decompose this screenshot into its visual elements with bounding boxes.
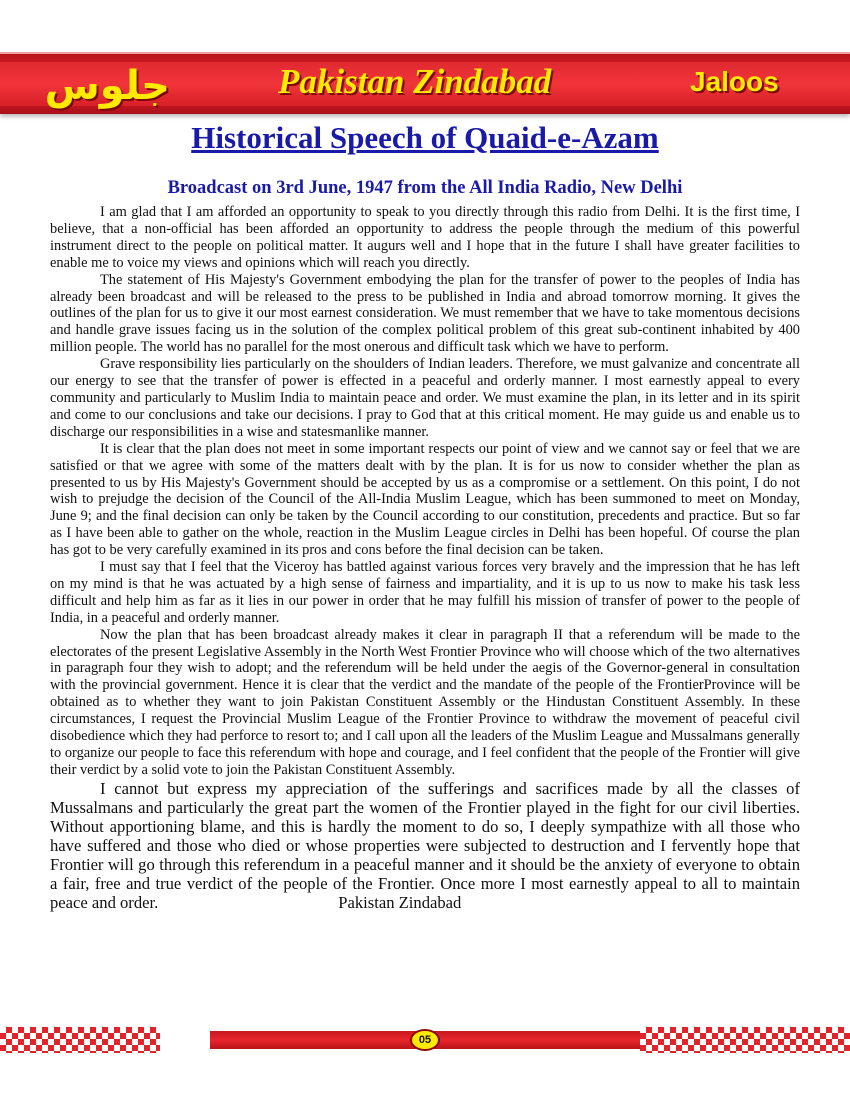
- paragraph: I must say that I feel that the Viceroy has battled against various forces very bravely and the impression that he has left on my mind is that he was actuated by a high sense of fairness and impartiality, and it is up to us now to make his task less difficult and help him as far as it lies in our power in order that he may fulfill his mission of transfer of power to the people of India, in a peaceful and orderly manner.: [50, 559, 800, 626]
- banner-title: Pakistan Zindabad: [278, 62, 552, 101]
- paragraph: It is clear that the plan does not meet in some important respects our point of view and we cannot say or feel that we are satisfied or that we agree with some of the matters dealt with by the plan. It is for us now to consider whether the plan as presented to us by His Majesty's Government should be accepted by us as a compromise or a settlement. On this point, I do not wish to prejudge the decision of the Council of the All-India Muslim League, which has been summoned to meet on Monday, June 9; and the final decision can only be taken by the Council according to our constitution, precedents and practice. But so far as I have been able to gather on the whole, reaction in the Muslim League circles in Delhi has been hopeful. Of course the plan has got to be very carefully examined in its pros and cons before the final decision can be taken.: [50, 440, 800, 559]
- publication-name: Jaloos: [690, 66, 779, 97]
- article-title: Historical Speech of Quaid-e-Azam: [191, 120, 659, 155]
- footer-checker-right: [640, 1027, 850, 1053]
- page-number: 05: [410, 1029, 440, 1051]
- signoff: Pakistan Zindabad: [338, 892, 462, 912]
- urdu-logo: جلوس: [44, 63, 170, 109]
- paragraph: The statement of His Majesty's Government embodying the plan for the transfer of power to the peoples of India has already been broadcast and will be released to the press to be published in India and abroad tomorrow morning. It gives the outlines of the plan for us to give it our most earnest consideration. We must remember that we have to take momentous decisions and handle grave issues facing us in the solution of the complex political problem of this great sub-continent inhabited by 400 million people. The world has no parallel for the most onerous and difficult task which we have to perform.: [50, 271, 800, 356]
- article-subtitle: Broadcast on 3rd June, 1947 from the All India Radio, New Delhi: [167, 178, 683, 198]
- footer-checker-left: [0, 1027, 160, 1053]
- closing-paragraph: [50, 779, 800, 912]
- paragraph: Grave responsibility lies particularly on the shoulders of Indian leaders. Therefore, we must galvanize and concentrate all our energy to see that the transfer of power is effected in a peaceful and orderly manner. I most earnestly appeal to every community and particularly to Muslim India to maintain peace and order. We must examine the plan, in its letter and in its spirit and come to our conclusions and take our decisions. I pray to God that at this critical moment. He may guide us and enable us to discharge our responsibilities in a wise and statesmanlike manner.: [50, 356, 800, 440]
- paragraph: I am glad that I am afforded an opportunity to speak to you directly through this radio from Delhi. It is the first time, I believe, that a non-official has been afforded an opportunity to address the people through the medium of this powerful instrument direct to the people on political matter. It augurs well and I hope that in the future I shall have greater facilities to enable me to voice my views and opinions which will reach you directly.: [50, 204, 800, 271]
- paragraph: Now the plan that has been broadcast already makes it clear in paragraph II that a referendum will be made to the electorates of the present Legislative Assembly in the North West Frontier Province who will choose which of the two alternatives in paragraph four they wish to adopt; and the referendum will be held under the aegis of the Governor-general in consultation with the provincial government. Hence it is clear that the verdict and the mandate of the people of the FrontierProvince will be obtained as to whether they want to join Pakistan Constituent Assembly or the Hindustan Constituent Assembly. In these circumstances, I request the Provincial Muslim League of the Frontier Province to withdraw the movement of peaceful civil disobedience which they had perforce to resort to; and I call upon all the leaders of the Muslim League and Mussalmans generally to organize our people to face this referendum with hope and courage, and I feel confident that the people of the Frontier will give their verdict by a solid vote to join the Pakistan Constituent Assembly.: [50, 626, 800, 778]
- article-body: [50, 204, 800, 912]
- paragraph-text: I cannot but express my appreciation of the sufferings and sacrifices made by all the classes of Mussalmans and particularly the great part the women of the Frontier played in the fight for our civil liberties. Without apportioning blame, and this is hardly the moment to do so, I deeply sympathize with all those who have suffered and those who died or whose properties were subjected to destruction and I fervently hope that Frontier will go through this referendum in a peaceful manner and it should be the anxiety of everyone to obtain a fair, free and true verdict of the people of the Frontier. Once more I most earnestly appeal to all to maintain peace and order.: [50, 778, 800, 912]
